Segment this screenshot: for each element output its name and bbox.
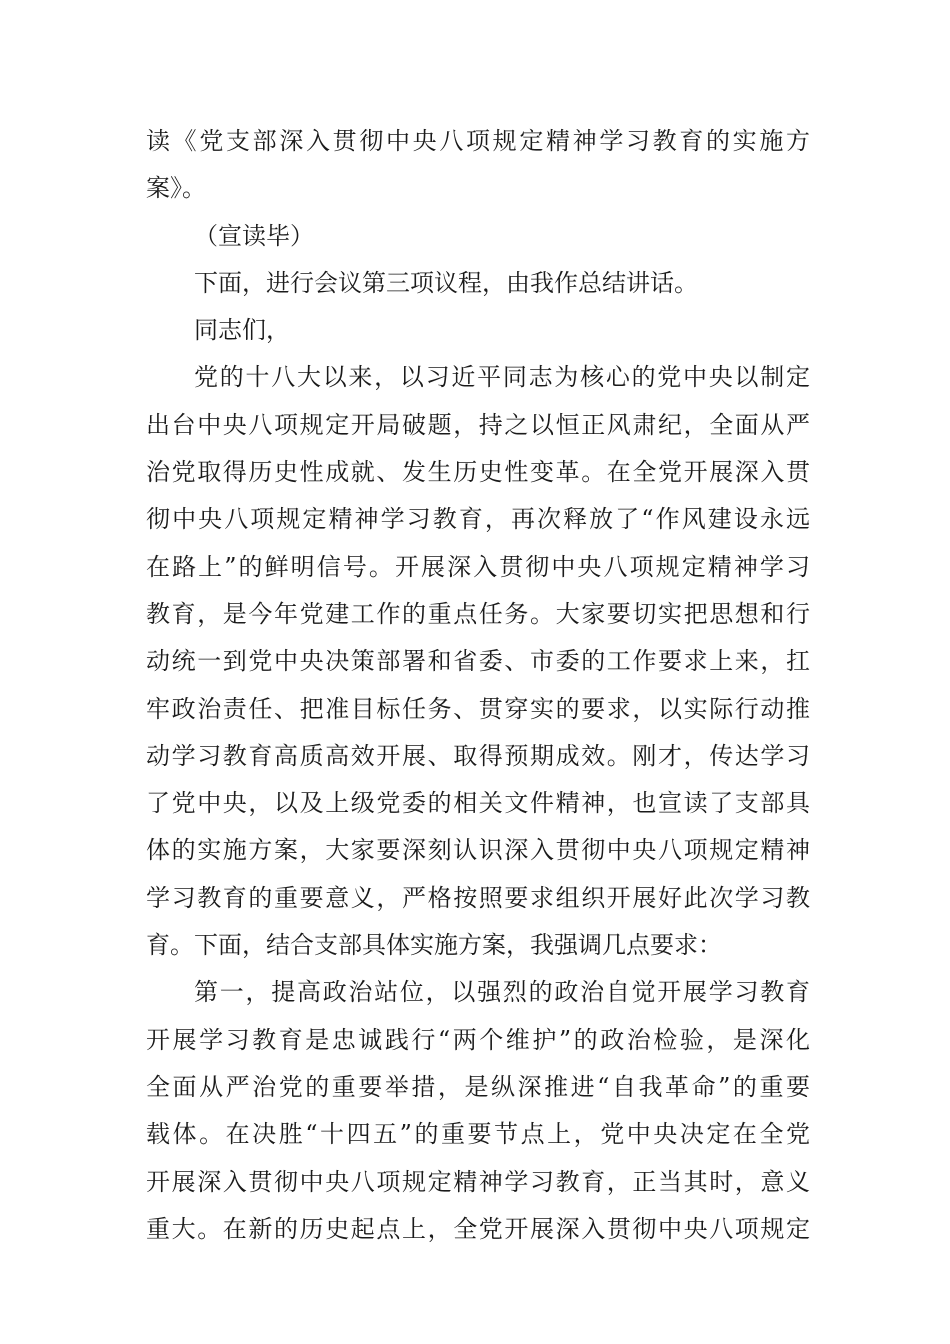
body-line: 彻中央八项规定精神学习教育，再次释放了“作风建设永远 xyxy=(146,505,810,534)
body-line: 党的十八大以来，以习近平同志为核心的党中央以制定 xyxy=(194,363,810,392)
body-line: 教育，是今年党建工作的重点任务。大家要切实把思想和行 xyxy=(146,599,810,628)
body-line: 体的实施方案，大家要深刻认识深入贯彻中央八项规定精神 xyxy=(146,836,810,865)
body-line: 了党中央，以及上级党委的相关文件精神，也宣读了支部具 xyxy=(146,789,810,818)
body-line: 动学习教育高质高效开展、取得预期成效。刚才，传达学习 xyxy=(146,741,810,770)
body-line: 学习教育的重要意义，严格按照要求组织开展好此次学习教 xyxy=(146,883,810,912)
document-body xyxy=(146,118,810,1253)
body-line: 在路上”的鲜明信号。开展深入贯彻中央八项规定精神学习 xyxy=(146,552,810,581)
body-line: 开展深入贯彻中央八项规定精神学习教育，正当其时，意义 xyxy=(146,1167,810,1196)
body-line: 出台中央八项规定开局破题，持之以恒正风肃纪，全面从严 xyxy=(146,410,810,439)
body-line: 牢政治责任、把准目标任务、贯穿实的要求，以实际行动推 xyxy=(146,694,810,723)
body-line: 育。下面，结合支部具体实施方案，我强调几点要求： xyxy=(146,931,722,960)
body-line: 重大。在新的历史起点上，全党开展深入贯彻中央八项规定 xyxy=(146,1214,810,1243)
body-line: 治党取得历史性成就、发生历史性变革。在全党开展深入贯 xyxy=(146,458,810,487)
body-line: 全面从严治党的重要举措，是纵深推进“自我革命”的重要 xyxy=(146,1072,810,1101)
body-line: 读《党支部深入贯彻中央八项规定精神学习教育的实施方 xyxy=(146,127,810,155)
body-line: 案》。 xyxy=(146,174,206,203)
stage-note: （宣读毕） xyxy=(194,221,314,250)
body-line: 载体。在决胜“十四五”的重要节点上，党中央决定在全党 xyxy=(146,1120,810,1149)
body-line: 动统一到党中央决策部署和省委、市委的工作要求上来，扛 xyxy=(146,647,810,676)
salutation: 同志们， xyxy=(194,316,290,345)
body-line: 开展学习教育是忠诚践行“两个维护”的政治检验，是深化 xyxy=(146,1025,810,1054)
body-line: 下面，进行会议第三项议程，由我作总结讲话。 xyxy=(194,268,698,297)
section-heading: 第一，提高政治站位，以强烈的政治自觉开展学习教育 xyxy=(194,978,810,1007)
